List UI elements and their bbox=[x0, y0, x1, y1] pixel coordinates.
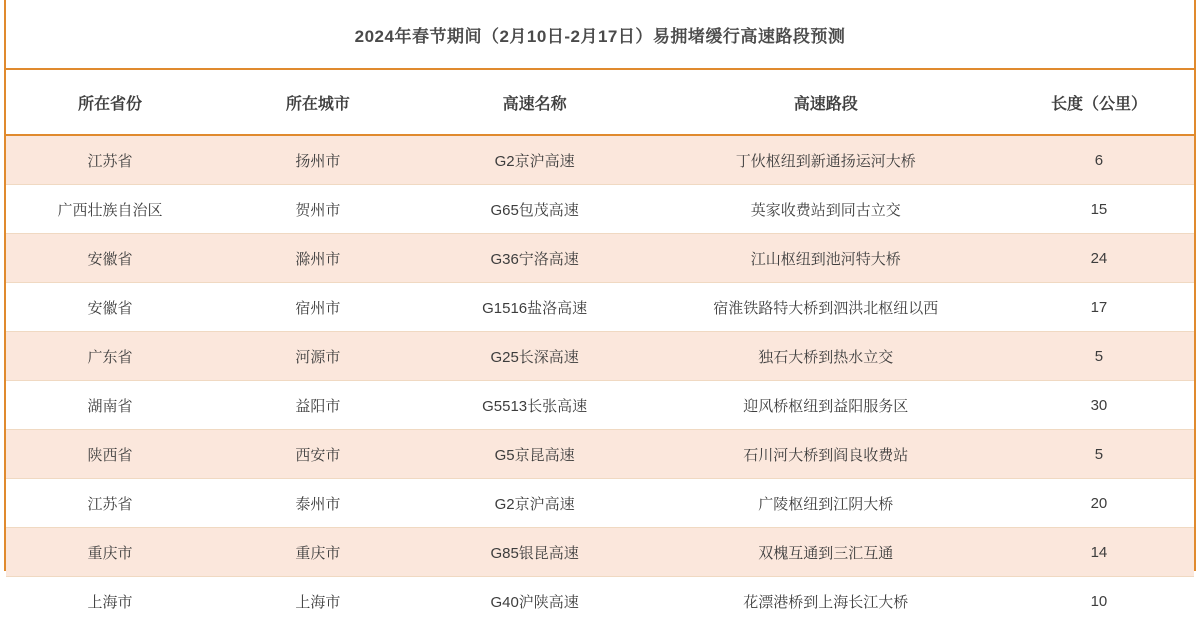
cell-highway-section: 花漂港桥到上海长江大桥 bbox=[648, 577, 1004, 625]
cell-highway-name: G25长深高速 bbox=[422, 332, 648, 381]
cell-length: 14 bbox=[1004, 528, 1194, 577]
cell-length: 17 bbox=[1004, 283, 1194, 332]
cell-province: 湖南省 bbox=[6, 381, 214, 430]
cell-length: 10 bbox=[1004, 577, 1194, 625]
cell-province: 重庆市 bbox=[6, 528, 214, 577]
cell-city: 重庆市 bbox=[214, 528, 422, 577]
cell-length: 24 bbox=[1004, 234, 1194, 283]
column-header-highway-section: 高速路段 bbox=[648, 70, 1004, 135]
cell-city: 滁州市 bbox=[214, 234, 422, 283]
cell-highway-section: 宿淮铁路特大桥到泗洪北枢纽以西 bbox=[648, 283, 1004, 332]
column-header-highway-name: 高速名称 bbox=[422, 70, 648, 135]
cell-city: 宿州市 bbox=[214, 283, 422, 332]
table-row bbox=[6, 332, 1194, 381]
table-row bbox=[6, 528, 1194, 577]
cell-city: 益阳市 bbox=[214, 381, 422, 430]
cell-province: 江苏省 bbox=[6, 479, 214, 528]
cell-city: 河源市 bbox=[214, 332, 422, 381]
cell-highway-name: G5京昆高速 bbox=[422, 430, 648, 479]
cell-length: 5 bbox=[1004, 332, 1194, 381]
cell-highway-name: G2京沪高速 bbox=[422, 479, 648, 528]
cell-province: 安徽省 bbox=[6, 234, 214, 283]
cell-province: 江苏省 bbox=[6, 135, 214, 185]
cell-highway-name: G65包茂高速 bbox=[422, 185, 648, 234]
table-row bbox=[6, 234, 1194, 283]
cell-length: 30 bbox=[1004, 381, 1194, 430]
cell-province: 安徽省 bbox=[6, 283, 214, 332]
cell-length: 5 bbox=[1004, 430, 1194, 479]
cell-city: 西安市 bbox=[214, 430, 422, 479]
cell-province: 广东省 bbox=[6, 332, 214, 381]
cell-highway-section: 英家收费站到同古立交 bbox=[648, 185, 1004, 234]
column-header-length: 长度（公里） bbox=[1004, 70, 1194, 135]
table-body bbox=[6, 135, 1194, 625]
cell-city: 上海市 bbox=[214, 577, 422, 625]
cell-highway-section: 迎风桥枢纽到益阳服务区 bbox=[648, 381, 1004, 430]
cell-city: 泰州市 bbox=[214, 479, 422, 528]
table-row bbox=[6, 381, 1194, 430]
cell-highway-section: 石川河大桥到阎良收费站 bbox=[648, 430, 1004, 479]
cell-highway-name: G85银昆高速 bbox=[422, 528, 648, 577]
cell-highway-name: G2京沪高速 bbox=[422, 135, 648, 185]
column-header-province: 所在省份 bbox=[6, 70, 214, 135]
column-header-city: 所在城市 bbox=[214, 70, 422, 135]
cell-highway-section: 丁伙枢纽到新通扬运河大桥 bbox=[648, 135, 1004, 185]
cell-province: 广西壮族自治区 bbox=[6, 185, 214, 234]
cell-highway-name: G1516盐洛高速 bbox=[422, 283, 648, 332]
table-row bbox=[6, 479, 1194, 528]
table-row bbox=[6, 185, 1194, 234]
cell-highway-section: 双槐互通到三汇互通 bbox=[648, 528, 1004, 577]
cell-highway-section: 独石大桥到热水立交 bbox=[648, 332, 1004, 381]
cell-highway-name: G36宁洛高速 bbox=[422, 234, 648, 283]
table-row bbox=[6, 577, 1194, 625]
cell-length: 15 bbox=[1004, 185, 1194, 234]
table-row bbox=[6, 430, 1194, 479]
cell-highway-name: G40沪陕高速 bbox=[422, 577, 648, 625]
cell-city: 扬州市 bbox=[214, 135, 422, 185]
cell-province: 陕西省 bbox=[6, 430, 214, 479]
table-header-row bbox=[6, 70, 1194, 135]
cell-highway-name: G5513长张高速 bbox=[422, 381, 648, 430]
cell-length: 20 bbox=[1004, 479, 1194, 528]
cell-highway-section: 广陵枢纽到江阴大桥 bbox=[648, 479, 1004, 528]
cell-length: 6 bbox=[1004, 135, 1194, 185]
cell-city: 贺州市 bbox=[214, 185, 422, 234]
table-row bbox=[6, 135, 1194, 185]
table-row bbox=[6, 283, 1194, 332]
page-title: 2024年春节期间（2月10日-2月17日）易拥堵缓行高速路段预测 bbox=[355, 22, 846, 47]
table-header bbox=[6, 70, 1194, 135]
document-title-bar bbox=[6, 0, 1194, 70]
congestion-forecast-table bbox=[6, 70, 1194, 625]
cell-highway-section: 江山枢纽到池河特大桥 bbox=[648, 234, 1004, 283]
cell-province: 上海市 bbox=[6, 577, 214, 625]
